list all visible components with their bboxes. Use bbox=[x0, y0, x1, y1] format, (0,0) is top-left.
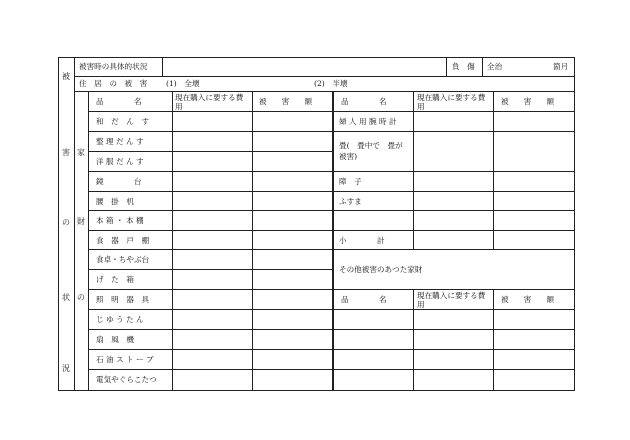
injury-label: 負 傷 bbox=[452, 62, 475, 71]
col-item-header: 品 名 bbox=[341, 97, 387, 106]
left-item-label: げ た 箱 bbox=[96, 275, 134, 284]
left-item-label: 照 明 器 具 bbox=[96, 295, 150, 304]
other-items-caption: その他被害のあつた家財 bbox=[339, 265, 423, 274]
left-item-label: 和 だ ん す bbox=[96, 117, 150, 126]
side-label-char: 被 bbox=[62, 72, 70, 81]
col-damage-header: 被 害 額 bbox=[259, 97, 313, 106]
right-item-watch: 婦 人 用 腕 時 計 bbox=[339, 117, 397, 126]
housing-option-full[interactable]: (1) 全壊 bbox=[166, 79, 200, 88]
damage-form bbox=[58, 57, 575, 391]
left-item-label: 電気やぐらこたつ bbox=[96, 375, 157, 384]
side-label-char: の bbox=[62, 218, 70, 227]
household-label-char: の bbox=[77, 293, 85, 302]
side-label-char: 状 bbox=[62, 293, 70, 302]
side-label-char: 害 bbox=[62, 148, 70, 157]
housing-label: 住 居 の 被 害 bbox=[79, 79, 148, 88]
col-item-header: 品 名 bbox=[341, 295, 387, 304]
left-item-label: 鏡 台 bbox=[96, 177, 142, 186]
side-label-char: 況 bbox=[62, 364, 70, 373]
right-subtotal-label: 小 計 bbox=[339, 236, 385, 245]
left-item-label: 整 理 だ ん す bbox=[96, 137, 144, 146]
months-label: 箇月 bbox=[553, 62, 569, 71]
col-cost-header: 現在購入に要する費用 bbox=[175, 93, 244, 111]
right-item-shoji: 障 子 bbox=[339, 177, 362, 186]
col-cost-header: 現在購入に要する費用 bbox=[417, 93, 486, 111]
left-item-label: 洋 服 だ ん す bbox=[96, 157, 144, 166]
situation-field[interactable] bbox=[168, 61, 442, 73]
left-item-label: 腰 掛 机 bbox=[96, 197, 134, 206]
col-cost-header: 現在購入に要する費用 bbox=[417, 291, 486, 309]
situation-label: 被害時の具体的状況 bbox=[79, 62, 148, 71]
col-item-header: 品 名 bbox=[96, 97, 142, 106]
left-item-label: 食 器 戸 棚 bbox=[96, 236, 150, 245]
left-item-label: 食卓・ちやぶ台 bbox=[96, 255, 150, 264]
col-damage-header: 被 害 額 bbox=[501, 295, 555, 304]
right-item-tatami: 畳( 畳中で 畳が被害) bbox=[339, 141, 403, 161]
healing-label: 全治 bbox=[487, 62, 503, 71]
left-item-label: 本 箱 ・ 本 棚 bbox=[96, 216, 144, 225]
left-item-label: じ ゆ う た ん bbox=[96, 315, 144, 324]
right-item-fusuma: ふすま bbox=[339, 197, 362, 206]
left-item-label: 扇 風 機 bbox=[96, 335, 134, 344]
housing-option-half[interactable]: (2) 半壊 bbox=[314, 79, 348, 88]
left-item-label: 石 油 ス ト ー ブ bbox=[96, 355, 154, 364]
household-label-char: 家 bbox=[77, 148, 85, 157]
household-label-char: 財 bbox=[77, 217, 85, 226]
col-damage-header: 被 害 額 bbox=[501, 97, 555, 106]
